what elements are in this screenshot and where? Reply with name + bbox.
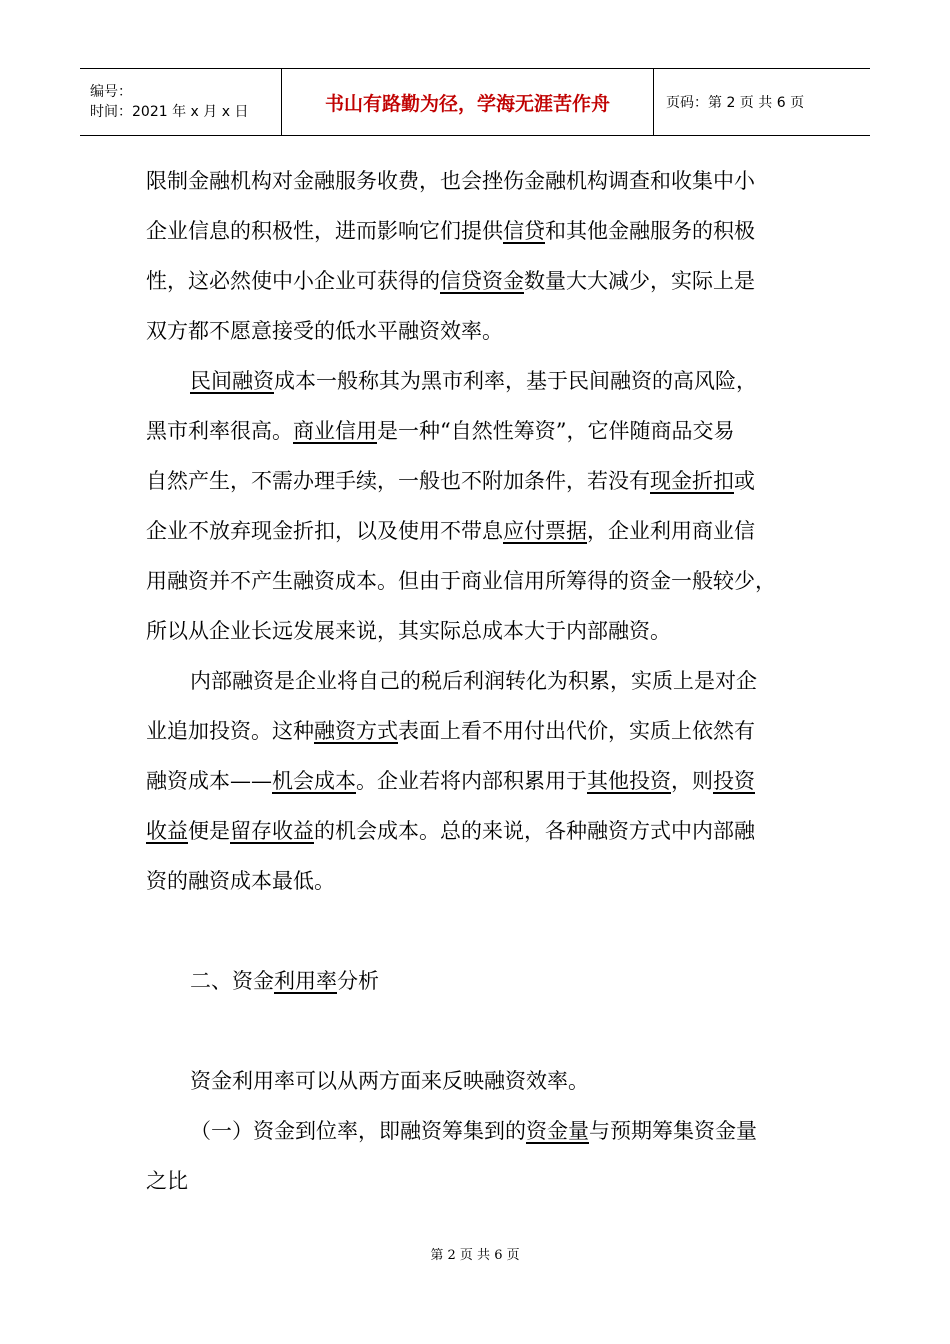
term-link[interactable]: 商业信用 [293, 419, 377, 443]
text-run: 成本一般称其为黑市利率，基于民间融资的高风险， [274, 369, 757, 393]
text-line [146, 406, 826, 456]
header-page-info [654, 69, 870, 135]
paragraph-4 [146, 1056, 826, 1106]
paragraph-5 [146, 1106, 826, 1206]
term-link[interactable]: 现金折扣 [650, 469, 734, 493]
text-line [146, 506, 826, 556]
document-body [146, 156, 826, 1206]
text-line [146, 206, 826, 256]
text-line [146, 456, 826, 506]
term-link[interactable]: 信贷资金 [440, 269, 524, 293]
text-run: 之比 [146, 1169, 188, 1193]
term-link[interactable]: 信贷 [503, 219, 545, 243]
text-run: 限制金融机构对金融服务收费，也会挫伤金融机构调查和收集中小 [146, 169, 755, 193]
text-line [146, 1056, 826, 1106]
text-run: 资的融资成本最低。 [146, 869, 335, 893]
text-run: ，则 [671, 769, 713, 793]
text-run: 是一种“自然性筹资”，它伴随商品交易 [377, 419, 735, 443]
text-run: 的机会成本。总的来说，各种融资方式中内部融 [314, 819, 755, 843]
term-link[interactable]: 其他投资 [587, 769, 671, 793]
text-run: 所以从企业长远发展来说，其实际总成本大于内部融资。 [146, 619, 671, 643]
number-label: 编号： [90, 84, 132, 100]
text-line [146, 706, 826, 756]
page-footer [0, 1244, 950, 1263]
text-line [146, 156, 826, 206]
text-line [146, 756, 826, 806]
text-run: （一）资金到位率，即融资筹集到的 [190, 1119, 526, 1143]
text-run: 与预期筹集资金量 [589, 1119, 757, 1143]
text-run: 便是 [188, 819, 230, 843]
text-run: ，企业利用商业信 [587, 519, 755, 543]
term-link[interactable]: 资金量 [526, 1119, 589, 1143]
term-link[interactable]: 收益 [146, 819, 188, 843]
term-link[interactable]: 投资 [713, 769, 755, 793]
term-link[interactable]: 留存收益 [230, 819, 314, 843]
text-run: 融资成本—— [146, 769, 272, 793]
text-run: 双方都不愿意接受的低水平融资效率。 [146, 319, 503, 343]
text-run: 性，这必然使中小企业可获得的 [146, 269, 440, 293]
text-line [146, 856, 826, 906]
section-heading [146, 956, 826, 1006]
paragraph-2 [146, 356, 826, 656]
text-line [146, 256, 826, 306]
text-run: 和其他金融服务的积极 [545, 219, 755, 243]
text-line [146, 606, 826, 656]
term-link[interactable]: 利用率 [274, 969, 337, 993]
motto-text: 书山有路勤为径，学海无涯苦作舟 [324, 92, 610, 115]
text-run: 黑市利率很高。 [146, 419, 293, 443]
paragraph-1 [146, 156, 826, 356]
document-header [80, 68, 870, 136]
term-link[interactable]: 融资方式 [314, 719, 398, 743]
date-label: 时间：2021 年 x 月 x 日 [90, 104, 249, 120]
term-link[interactable]: 应付票据 [503, 519, 587, 543]
heading-line [146, 956, 826, 1006]
text-run: 二、资金 [190, 969, 274, 993]
paragraph-3 [146, 656, 826, 906]
page-label: 页码：第 2 页 共 6 页 [666, 95, 805, 111]
term-link[interactable]: 机会成本 [272, 769, 356, 793]
text-run: 或 [734, 469, 755, 493]
text-line [146, 806, 826, 856]
text-run: 分析 [337, 969, 379, 993]
text-line [146, 1106, 826, 1156]
text-run: 数量大大减少，实际上是 [524, 269, 755, 293]
text-run: 表面上看不用付出代价，实质上依然有 [398, 719, 755, 743]
text-run: 用融资并不产生融资成本。但由于商业信用所筹得的资金一般较少， [146, 569, 776, 593]
text-run: 企业信息的积极性，进而影响它们提供 [146, 219, 503, 243]
footer-page-number: 第 2 页 共 6 页 [430, 1248, 520, 1263]
text-run: 企业不放弃现金折扣，以及使用不带息 [146, 519, 503, 543]
text-run: 。企业若将内部积累用于 [356, 769, 587, 793]
text-line [146, 356, 826, 406]
text-line [146, 306, 826, 356]
term-link[interactable]: 民间融资 [190, 369, 274, 393]
header-motto [282, 69, 654, 135]
text-run: 自然产生，不需办理手续，一般也不附加条件，若没有 [146, 469, 650, 493]
text-line [146, 1156, 826, 1206]
text-line [146, 656, 826, 706]
text-line [146, 556, 826, 606]
text-run: 资金利用率可以从两方面来反映融资效率。 [190, 1069, 589, 1093]
text-run: 业追加投资。这种 [146, 719, 314, 743]
header-meta [80, 69, 282, 135]
text-run: 内部融资是企业将自己的税后利润转化为积累，实质上是对企 [190, 669, 757, 693]
